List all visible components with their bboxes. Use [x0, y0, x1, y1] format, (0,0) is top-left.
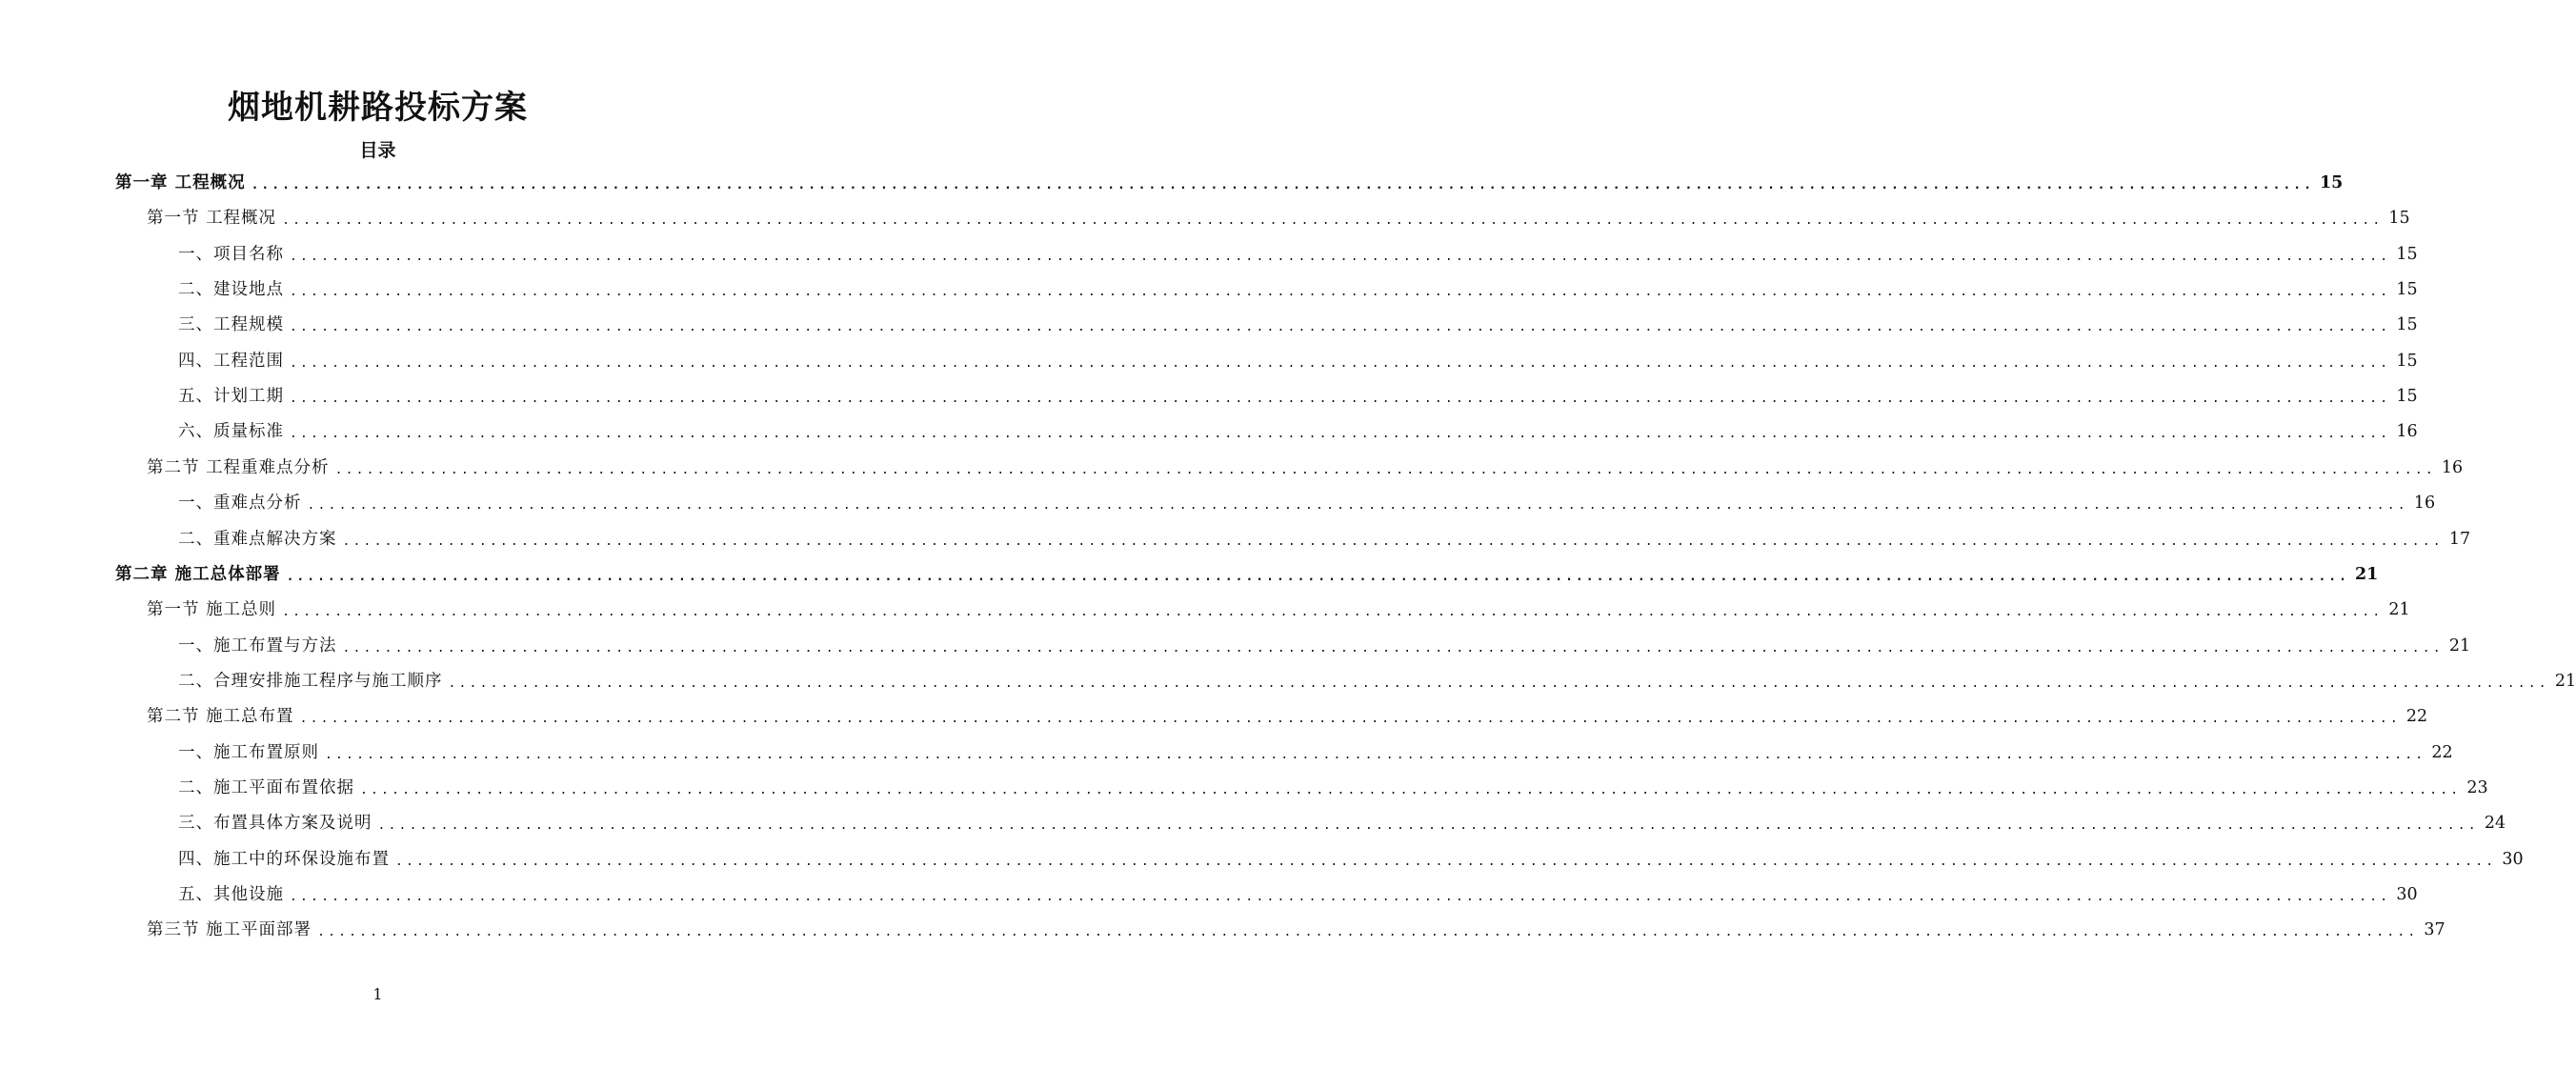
toc-entry-page: 23: [2466, 777, 2488, 797]
page-number: 1: [372, 985, 383, 1003]
toc-heading: 目录: [359, 140, 396, 161]
toc-entry[interactable]: [178, 486, 2436, 521]
toc-entry-page: 21: [2448, 635, 2471, 656]
toc-entry[interactable]: [147, 201, 2410, 236]
toc-entry-label: 二、合理安排施工程序与施工顺序: [178, 671, 443, 691]
toc-entry[interactable]: [147, 913, 2445, 948]
toc-entry[interactable]: [147, 451, 2464, 486]
document-title: 烟地机耕路投标方案: [228, 89, 528, 127]
toc-entry[interactable]: [178, 629, 2471, 664]
toc-entry-page: 37: [2424, 920, 2445, 940]
toc-entry-page: 16: [2413, 494, 2436, 514]
toc-entry-page: 22: [2431, 742, 2453, 762]
toc-entry[interactable]: [178, 806, 2506, 841]
toc-entry-page: 30: [2396, 885, 2418, 904]
toc-entry-label: 第一节 工程概况: [147, 209, 277, 229]
toc-entry-label: 二、施工平面布置依据: [178, 777, 354, 797]
toc-entry[interactable]: [178, 771, 2488, 806]
toc-entry-label: 第二节 工程重难点分析: [147, 457, 330, 477]
toc-entry-label: 一、施工布置原则: [178, 742, 319, 762]
toc-entry[interactable]: [115, 166, 2344, 201]
toc-dot-leader: ........................................................................................................................................................................................................: [251, 178, 2314, 192]
toc-entry-label: 四、工程范围: [178, 351, 284, 371]
toc-entry[interactable]: [178, 272, 2418, 308]
toc-entry-label: 三、布置具体方案及说明: [178, 814, 372, 834]
toc-dot-leader: ........................................................................................................................................................................................................: [342, 640, 2444, 656]
toc-entry-label: 二、重难点解决方案: [178, 529, 337, 549]
toc-entry[interactable]: [115, 557, 2379, 593]
toc-entry-label: 一、重难点分析: [178, 494, 302, 514]
toc-dot-leader: ........................................................................................................................................................................................................: [290, 392, 2391, 407]
toc-entry[interactable]: [178, 308, 2418, 343]
toc-entry-page: 15: [2396, 315, 2418, 335]
toc-dot-leader: ........................................................................................................................................................................................................: [317, 925, 2419, 940]
toc-entry-page: 17: [2448, 529, 2471, 549]
toc-entry[interactable]: [178, 344, 2418, 379]
toc-entry-page: 30: [2502, 849, 2524, 869]
toc-entry[interactable]: [178, 414, 2418, 450]
toc-entry[interactable]: [178, 664, 2576, 699]
toc-entry-page: 15: [2396, 244, 2418, 264]
toc-dot-leader: ........................................................................................................................................................................................................: [299, 712, 2401, 727]
toc-dot-leader: ........................................................................................................................................................................................................: [334, 462, 2436, 477]
toc-dot-leader: ........................................................................................................................................................................................................: [325, 747, 2426, 762]
toc-dot-leader: ........................................................................................................................................................................................................: [448, 676, 2549, 691]
toc-entry-page: 22: [2405, 707, 2428, 727]
toc-entry-label: 第二章 施工总体部署: [115, 564, 281, 584]
toc-entry-page: 15: [2396, 387, 2418, 407]
toc-entry[interactable]: [178, 522, 2471, 557]
toc-entry[interactable]: [147, 593, 2410, 628]
toc-dot-leader: ........................................................................................................................................................................................................: [290, 285, 2391, 300]
toc-dot-leader: ........................................................................................................................................................................................................: [290, 249, 2391, 264]
toc-entry-page: 15: [2319, 173, 2344, 192]
toc-dot-leader: ........................................................................................................................................................................................................: [290, 427, 2391, 442]
toc-entry-label: 五、计划工期: [178, 387, 284, 407]
toc-entry-label: 第一章 工程概况: [115, 173, 246, 192]
toc-dot-leader: ........................................................................................................................................................................................................: [360, 782, 2462, 797]
toc-entry-page: 16: [2441, 457, 2464, 477]
toc-dot-leader: ........................................................................................................................................................................................................: [290, 355, 2391, 371]
toc-dot-leader: ........................................................................................................................................................................................................: [290, 890, 2391, 904]
toc-dot-leader: ........................................................................................................................................................................................................: [377, 818, 2479, 834]
toc-entry-page: 21: [2354, 564, 2379, 584]
toc-dot-leader: ........................................................................................................................................................................................................: [282, 605, 2384, 620]
toc-entry-label: 四、施工中的环保设施布置: [178, 849, 390, 869]
toc-entry-label: 第一节 施工总则: [147, 600, 277, 620]
toc-entry-label: 第三节 施工平面部署: [147, 920, 312, 940]
toc-entry-label: 二、建设地点: [178, 280, 284, 300]
toc-entry-label: 一、施工布置与方法: [178, 635, 337, 656]
toc-entry-page: 21: [2554, 671, 2576, 691]
toc-dot-leader: ........................................................................................................................................................................................................: [342, 534, 2444, 549]
toc-entry[interactable]: [178, 736, 2453, 771]
toc-entry-label: 六、质量标准: [178, 422, 284, 442]
toc-entry[interactable]: [178, 379, 2418, 414]
toc-entry-page: 15: [2388, 209, 2410, 229]
toc-dot-leader: ........................................................................................................................................................................................................: [282, 213, 2384, 229]
toc-entry-page: 16: [2396, 422, 2418, 442]
toc-entry-page: 15: [2396, 280, 2418, 300]
toc-entry[interactable]: [178, 842, 2524, 877]
toc-entry[interactable]: [178, 877, 2418, 913]
toc-entry-label: 一、项目名称: [178, 244, 284, 264]
toc-entry[interactable]: [147, 699, 2428, 735]
toc-entry-page: 15: [2396, 351, 2418, 371]
toc-entry-label: 五、其他设施: [178, 885, 284, 904]
toc-dot-leader: ........................................................................................................................................................................................................: [290, 320, 2391, 335]
toc-entry-label: 三、工程规模: [178, 315, 284, 335]
toc-entry[interactable]: [178, 237, 2418, 272]
toc-dot-leader: ........................................................................................................................................................................................................: [286, 569, 2349, 584]
toc-entry-page: 24: [2484, 814, 2506, 834]
toc-entry-page: 21: [2388, 600, 2410, 620]
toc-dot-leader: ........................................................................................................................................................................................................: [395, 854, 2497, 869]
toc-dot-leader: ........................................................................................................................................................................................................: [307, 498, 2408, 514]
toc-entry-label: 第二节 施工总布置: [147, 707, 294, 727]
